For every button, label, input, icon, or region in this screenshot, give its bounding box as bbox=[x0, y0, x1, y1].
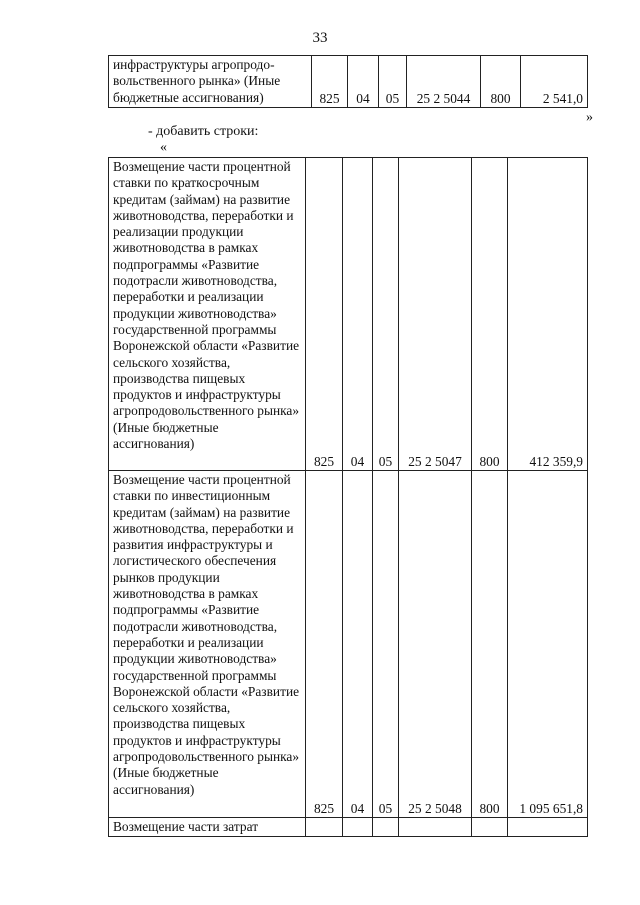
section-code: 04 bbox=[348, 56, 379, 108]
amount: 412 359,9 bbox=[508, 158, 588, 471]
page-number: 33 bbox=[312, 30, 328, 46]
row-name: Возмещение части процентной ставки по инвестиционным кредитам (займам) на развитие животноводства, переработки и развития инфраструктуры и логистического обеспечения рынков продукции животноводства в рамках подпрограммы «Развитие подотрасли животноводства, переработки и реализации продукции животноводства» государственной программы Воронежской области «Развитие сельского хозяйства, производства пищевых продуктов и инфраструктуры агропродовольственного рынка» (Иные бюджетные ассигнования) bbox=[109, 471, 306, 818]
section-code: 04 bbox=[343, 471, 373, 818]
table-row bbox=[109, 818, 588, 837]
budget-table-added-rows bbox=[108, 157, 588, 837]
subsection-code: 05 bbox=[373, 158, 399, 471]
row-name: Возмещение части процентной ставки по краткосрочным кредитам (займам) на развитие животноводства, переработки и реализации продукции животноводства в рамках подпрограммы «Развитие подотрасли животноводства, переработки и реализации продукции животноводства» государственной программы Воронежской области «Развитие сельского хозяйства, производства пищевых продуктов и инфраструктуры агропродовольственного рынка» (Иные бюджетные ассигнования) bbox=[109, 158, 306, 471]
expense-type-code bbox=[472, 818, 508, 837]
grbs-code: 825 bbox=[306, 158, 343, 471]
table-row bbox=[109, 56, 588, 108]
subsection-code: 05 bbox=[379, 56, 407, 108]
opening-quote: « bbox=[160, 140, 167, 155]
budget-table-continuation bbox=[108, 55, 588, 108]
grbs-code: 825 bbox=[306, 471, 343, 818]
target-article-code: 25 2 5044 bbox=[407, 56, 481, 108]
section-code bbox=[343, 818, 373, 837]
target-article-code: 25 2 5048 bbox=[399, 471, 472, 818]
table-row bbox=[109, 158, 588, 471]
row-name: инфраструктуры агропродо-вольственного рынка» (Иные бюджетные ассигнования) bbox=[109, 56, 312, 108]
expense-type-code: 800 bbox=[481, 56, 521, 108]
closing-quote: » bbox=[586, 110, 593, 125]
grbs-code: 825 bbox=[312, 56, 348, 108]
amount: 1 095 651,8 bbox=[508, 471, 588, 818]
subsection-code: 05 bbox=[373, 471, 399, 818]
row-name: Возмещение части затрат bbox=[109, 818, 306, 837]
expense-type-code: 800 bbox=[472, 158, 508, 471]
amount bbox=[508, 818, 588, 837]
target-article-code bbox=[399, 818, 472, 837]
table-row bbox=[109, 471, 588, 818]
target-article-code: 25 2 5047 bbox=[399, 158, 472, 471]
subsection-code bbox=[373, 818, 399, 837]
expense-type-code: 800 bbox=[472, 471, 508, 818]
amount: 2 541,0 bbox=[521, 56, 588, 108]
grbs-code bbox=[306, 818, 343, 837]
instruction-text: - добавить строки: bbox=[148, 124, 259, 139]
section-code: 04 bbox=[343, 158, 373, 471]
